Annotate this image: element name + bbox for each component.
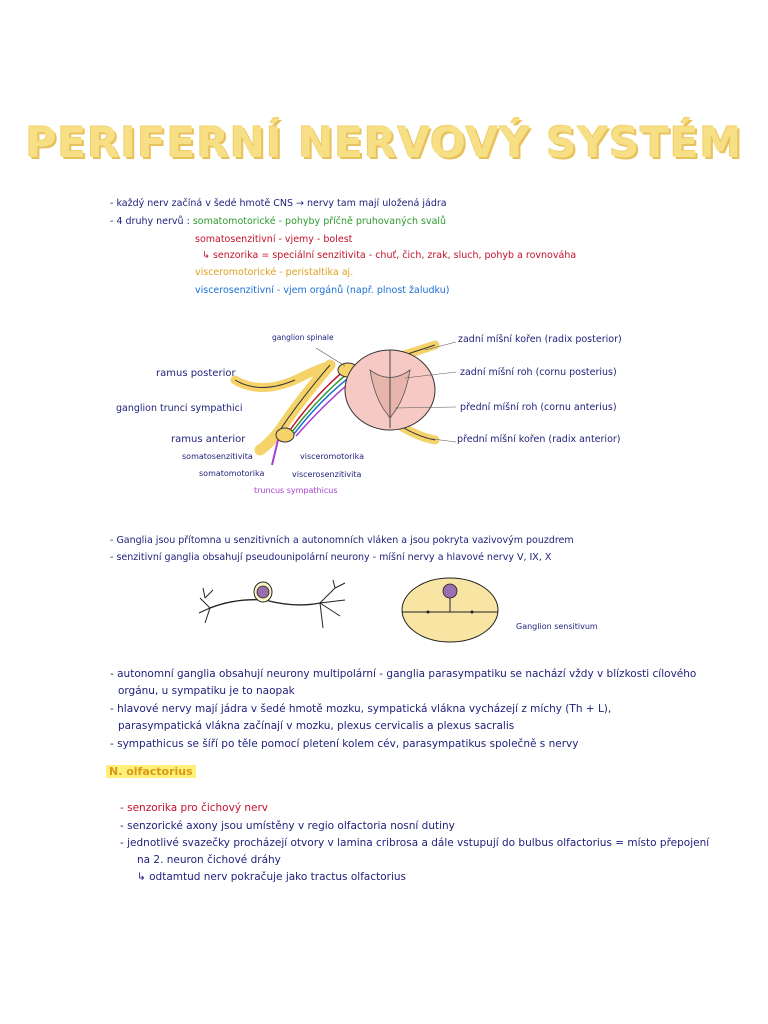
autonomic-line-1: - autonomní ganglia obsahují neurony multipolární - ganglia parasympatiku se nachází vždy v blízkosti cílového [110, 668, 697, 680]
olfactorius-line-3: - jednotlivé svazečky procházejí otvory v lamina cribrosa a dále vstupují do bulbus olfactorius = místo přepojení [120, 837, 710, 849]
intro-nerve-types: - 4 druhy nervů : [110, 216, 190, 227]
label-radix-anterior: přední míšní kořen (radix anterior) [457, 434, 621, 445]
autonomic-line-3: - hlavové nervy mají jádra v šedé hmotě mozku, sympatická vlákna vycházejí z míchy (Th + L), [110, 703, 612, 715]
label-cornu-anterius: přední míšní roh (cornu anterius) [460, 402, 617, 413]
ganglion-sensitivum-drawing [400, 575, 500, 645]
olfactorius-line-5: ↳ odtamtud nerv pokračuje jako tractus olfactorius [137, 871, 407, 883]
spinal-cord-diagram [220, 340, 470, 470]
intro-line-4: ↳ senzorika = speciální senzitivita - chuť, čich, zrak, sluch, pohyb a rovnováha [202, 250, 577, 261]
intro-line-3: somatosenzitivní - vjemy - bolest [195, 234, 353, 245]
label-ganglion-sensitivum: Ganglion sensitivum [516, 622, 598, 631]
olfactorius-heading-text: N. olfactorius [106, 765, 196, 778]
label-somatomotorika: somatomotorika [199, 469, 265, 478]
label-viscerosenzitivita: viscerosenzitivita [292, 470, 362, 479]
intro-line-6: viscerosenzitivní - vjem orgánů (např. plnost žaludku) [195, 285, 450, 296]
label-ramus-anterior: ramus anterior [171, 434, 246, 445]
label-radix-posterior: zadní míšní kořen (radix posterior) [458, 334, 622, 345]
olfactorius-line-4: na 2. neuron čichové dráhy [137, 854, 281, 866]
label-truncus: truncus sympathicus [254, 486, 338, 495]
autonomic-line-2: orgánu, u sympatiku je to naopak [118, 685, 295, 697]
ganglia-line-2: - senzitivní ganglia obsahují pseudounipolární neurony - míšní nervy a hlavové nervy V, IX, X [110, 552, 552, 563]
intro-line-5: visceromotorické - peristaltika aj. [195, 267, 354, 278]
olfactorius-heading [106, 766, 196, 779]
label-ramus-posterior: ramus posterior [156, 368, 236, 379]
page-title: PERIFERNÍ NERVOVÝ SYSTÉM [25, 118, 743, 167]
autonomic-line-5: - sympathicus se šíří po těle pomocí pletení kolem cév, parasympatikus společně s nervy [110, 738, 579, 750]
label-ganglion-trunci: ganglion trunci sympathici [116, 403, 243, 414]
intro-somatomotor: somatomotorické - pohyby příčně pruhovaných svalů [192, 216, 447, 227]
label-visceromotorika: visceromotorika [300, 452, 365, 461]
autonomic-line-4: parasympatická vlákna začínají v mozku, plexus cervicalis a plexus sacralis [118, 720, 515, 732]
intro-line-1: - každý nerv začíná v šedé hmotě CNS → nervy tam mají uložená jádra [110, 198, 447, 209]
olfactorius-line-1: - senzorika pro čichový nerv [120, 802, 269, 814]
olfactorius-line-2: - senzorické axony jsou umístěny v regio olfactoria nosní dutiny [120, 820, 455, 832]
label-ganglion-spinale: ganglion spinale [272, 333, 334, 342]
label-somatosenzitivita: somatosenzitivita [182, 452, 253, 461]
multipolar-neuron-drawing [195, 578, 355, 638]
intro-line-2 [110, 216, 446, 228]
ganglia-line-1: - Ganglia jsou přítomna u senzitivních a autonomních vláken a jsou pokryta vazivovým pouzdrem [110, 535, 574, 546]
label-cornu-posterius: zadní míšní roh (cornu posterius) [460, 367, 617, 378]
